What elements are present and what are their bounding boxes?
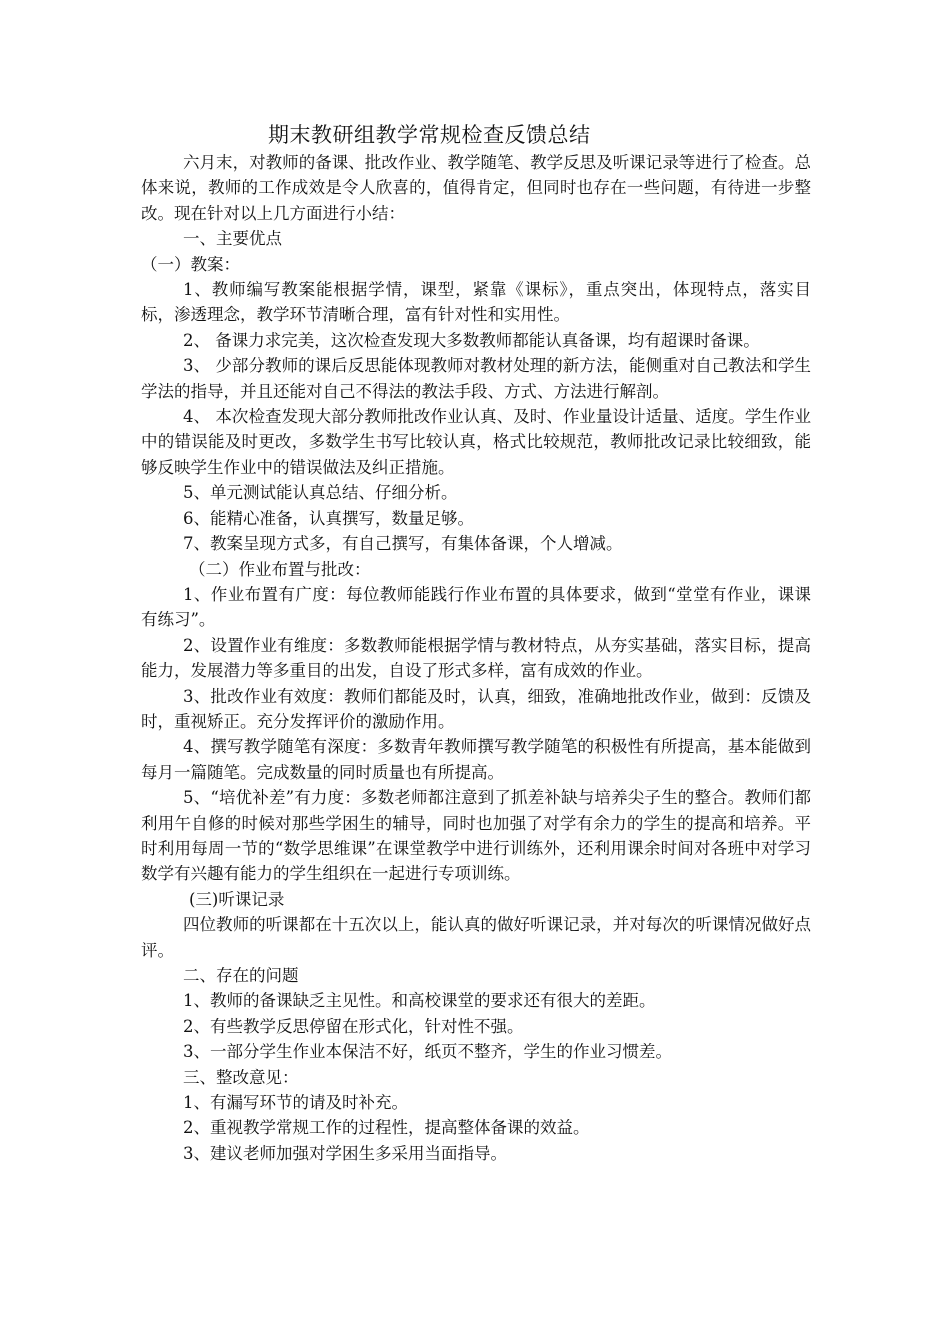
document-title: 期末教研组教学常规检查反馈总结 bbox=[268, 123, 591, 147]
section3-item: 2、重视教学常规工作的过程性，提高整体备课的效益。 bbox=[183, 1118, 590, 1138]
sub1-item: 5、单元测试能认真总结、仔细分析。 bbox=[183, 483, 458, 503]
section2-item: 2、有些教学反思停留在形式化，针对性不强。 bbox=[183, 1016, 524, 1036]
sub3-text: 四位教师的听课都在十五次以上，能认真的做好听课记录，并对每次的听课情况做好点评。 bbox=[141, 915, 811, 960]
sub1-item: 6、能精心准备，认真撰写，数量足够。 bbox=[183, 508, 474, 528]
section2-heading: 二、存在的问题 bbox=[183, 966, 299, 985]
sub1-item: 1、教师编写教案能根据学情，课型，紧靠《课标》，重点突出，体现特点，落实目标，渗透理念，教学环节清晰合理，富有针对性和实用性。 bbox=[141, 280, 811, 325]
sub1-item: 7、教案呈现方式多，有自己撰写，有集体备课，个人增减。 bbox=[183, 534, 623, 554]
sub3-heading: (三)听课记录 bbox=[189, 889, 285, 909]
sub2-item: 3、批改作业有效度：教师们都能及时，认真，细致，准确地批改作业，做到：反馈及时，重视矫正。充分发挥评价的激励作用。 bbox=[141, 686, 811, 731]
sub1-item: 4、 本次检查发现大部分教师批改作业认真、及时、作业量设计适量、适度。学生作业中的错误能及时更改，多数学生书写比较认真，格式比较规范，教师批改记录比较细致，能够反映学生作业中的错误做法及纠正措施。 bbox=[141, 407, 811, 477]
sub2-item: 4、撰写教学随笔有深度：多数青年教师撰写教学随笔的积极性有所提高，基本能做到每月一篇随笔。完成数量的同时质量也有所提高。 bbox=[141, 737, 811, 782]
sub1-item: 3、 少部分教师的课后反思能体现教师对教材处理的新方法，能侧重对自己教法和学生学法的指导，并且还能对自己不得法的教法手段、方式、方法进行解剖。 bbox=[141, 356, 811, 401]
sub1-item: 2、 备课力求完美，这次检查发现大多数教师都能认真备课，均有超课时备课。 bbox=[183, 330, 760, 350]
intro-paragraph: 六月末，对教师的备课、批改作业、教学随笔、教学反思及听课记录等进行了检查。总体来说，教师的工作成效是令人欣喜的，值得肯定，但同时也存在一些问题，有待进一步整改。现在针对以上几方面进行小结： bbox=[141, 153, 811, 223]
section2-item: 3、一部分学生作业本保洁不好，纸页不整齐，学生的作业习惯差。 bbox=[183, 1042, 672, 1062]
sub2-heading: （二）作业布置与批改： bbox=[189, 559, 371, 579]
section3-item: 3、建议老师加强对学困生多采用当面指导。 bbox=[183, 1143, 507, 1163]
sub2-item: 5、“培优补差”有力度：多数老师都注意到了抓差补缺与培养尖子生的整合。教师们都利用午自修的时候对那些学困生的辅导，同时也加强了对学有余力的学生的提高和培养。平时利用每周一节的“数学思维课”在课堂教学中进行训练外，还利用课余时间对各班中对学习数学有兴趣有能力的学生组织在一起进行专项训练。 bbox=[141, 788, 811, 884]
sub1-heading: （一）教案： bbox=[141, 254, 240, 274]
section2-item: 1、教师的备课缺乏主见性。和高校课堂的要求还有很大的差距。 bbox=[183, 991, 656, 1011]
section3-item: 1、有漏写环节的请及时补充。 bbox=[183, 1093, 408, 1113]
section1-heading: 一、主要优点 bbox=[183, 229, 282, 249]
sub2-item: 1、作业布置有广度：每位教师能践行作业布置的具体要求，做到“堂堂有作业，课课有练习”。 bbox=[141, 584, 811, 630]
sub2-item: 2、设置作业有维度：多数教师能根据学情与教材特点，从夯实基础，落实目标，提高能力，发展潜力等多重目的出发，自设了形式多样，富有成效的作业。 bbox=[141, 635, 811, 681]
document-page bbox=[141, 120, 811, 1166]
section3-heading: 三、整改意见： bbox=[183, 1067, 299, 1087]
